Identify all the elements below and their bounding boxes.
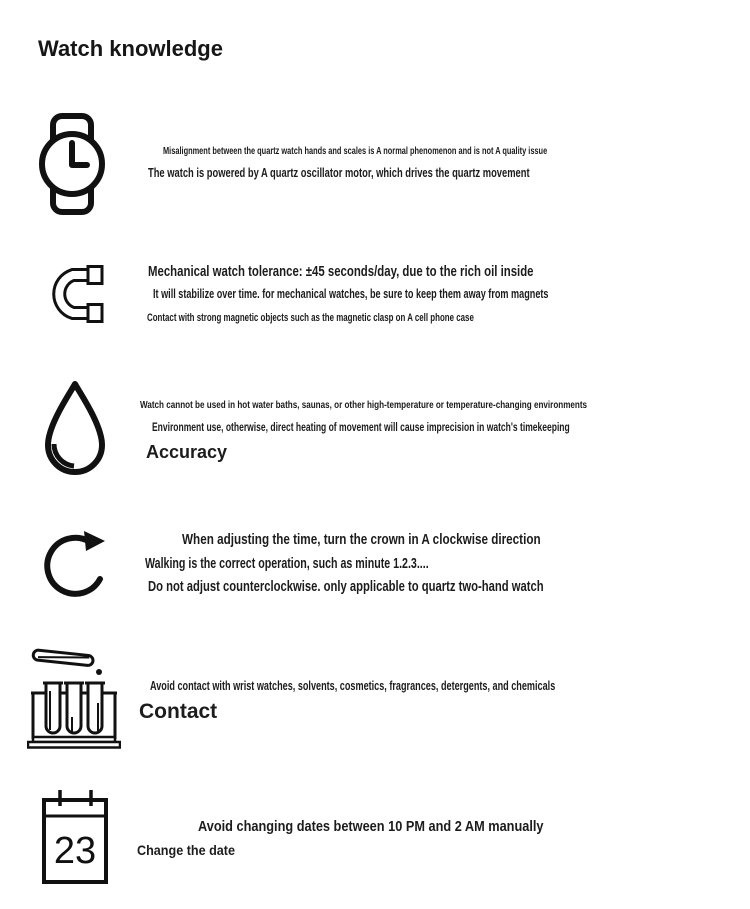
tolerance-headline: Mechanical watch tolerance: ±45 seconds/day, due to the rich oil inside [148,263,534,280]
magnet-contact-line: Contact with strong magnetic objects such as the magnetic clasp on A cell phone case [147,312,474,324]
wristwatch-icon [36,112,108,216]
calendar-date-number: 23 [53,830,97,872]
page-title: Watch knowledge [38,36,223,61]
quartz-note-main: The watch is powered by A quartz oscillator motor, which drives the quartz movement [148,165,530,180]
accuracy-heading: Accuracy [146,442,228,462]
date-change-warning-line: Avoid changing dates between 10 PM and 2 AM manually [198,818,544,835]
calendar-icon [40,787,110,886]
magnet-icon [40,262,108,326]
water-drop-icon [38,378,112,482]
walking-operation-line: Walking is the correct operation, such as minute 1.2.3.... [145,555,429,572]
counterclockwise-warning-line: Do not adjust counterclockwise. only applicable to quartz two-hand watch [148,578,544,595]
hot-water-warning-line: Watch cannot be used in hot water baths, saunas, or other high-temperature or temperature-changing environments [140,400,588,411]
environment-line: Environment use, otherwise, direct heating of movement will cause imprecision in watch's timekeeping [152,420,570,434]
chemical-warning-line: Avoid contact with wrist watches, solvents, cosmetics, fragrances, detergents, and chemicals [150,678,556,693]
clockwise-arrow-icon [38,518,110,612]
contact-heading: Contact [139,700,218,723]
test-tubes-icon [27,643,121,749]
crown-clockwise-line: When adjusting the time, turn the crown in A clockwise direction [182,531,541,548]
magnet-warning-line: It will stabilize over time. for mechanical watches, be sure to keep them away from magnets [153,286,549,301]
quartz-note-small: Misalignment between the quartz watch hands and scales is A normal phenomenon and is not A quality issue [163,146,548,157]
change-date-heading: Change the date [137,842,236,858]
